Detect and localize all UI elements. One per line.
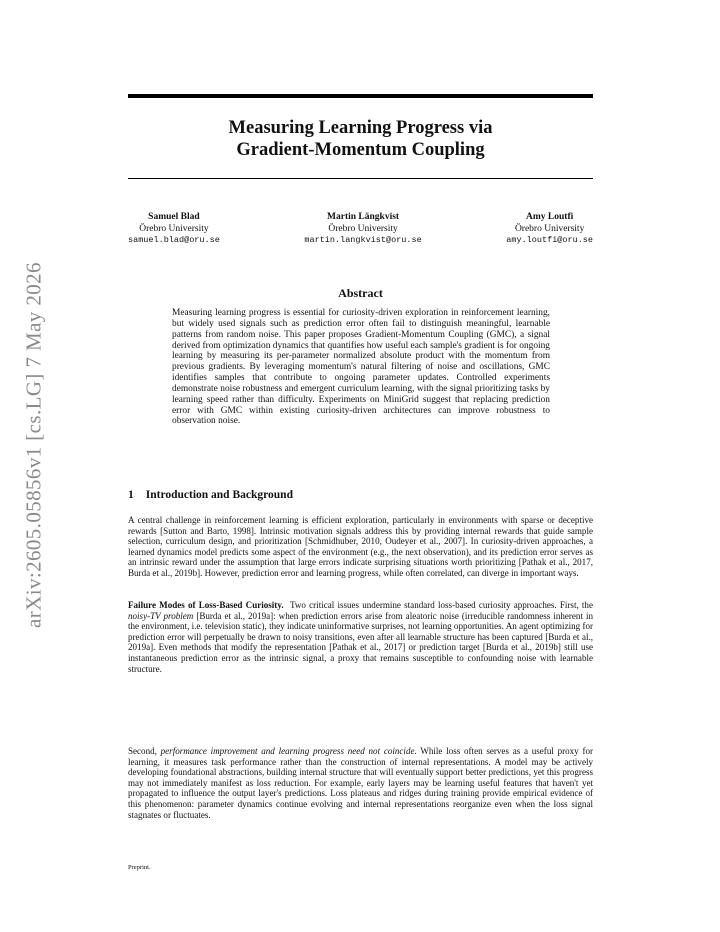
emphasis-text: noisy-TV problem xyxy=(128,610,194,621)
author-name: Samuel Blad xyxy=(148,212,200,222)
preprint-footer: Preprint. xyxy=(128,864,151,871)
intro-paragraph-3 xyxy=(128,746,593,820)
author-list xyxy=(128,212,593,247)
paragraph-heading: Failure Modes of Loss-Based Curiosity. xyxy=(128,600,284,610)
title-rule-top xyxy=(128,94,593,98)
abstract-text: Measuring learning progress is essential for curiosity-driven exploration in reinforcement learning, but widely used signals such as prediction error often fail to distinguish meaningful, learnable patterns from random noise. This paper proposes Gradient-Momentum Coupling (GMC), a signal derived from optimization dynamics that quantifies how useful each sample's gradient is for ongoing learning by measuring its per-parameter normalized absolute product with the momentum from previous gradients. By leveraging momentum's natural filtering of noise and oscillations, GMC identifies samples that contribute to ongoing parameter updates. Controlled experiments demonstrate noise robustness and emergent curriculum learning, with the signal prioritizing tasks by learning speed rather than difficulty. Experiments on MiniGrid suggest that replacing prediction error with GMC within existing curiosity-driven architectures can improve robustness to observation noise. xyxy=(172,308,550,427)
author-affiliation: Örebro University xyxy=(139,223,209,234)
emphasis-text: performance improvement and learning progress need not coincide xyxy=(160,746,415,756)
paragraph-text: [Burda et al., 2019a]: when prediction errors arise from aleatoric noise (irreducible randomness inherent in the environment, i.e. television static), they indicate uninformative surprises, not learning opportunities. An agent optimizing for prediction error will perpetually be drawn to noisy transitions, even after all learnable structure has been captured [Burda et al., 2019a]. Even methods that modify the representation [Pathak et al., 2017] or prediction target [Burda et al., 2019b] still use instantaneous prediction error as the intrinsic signal, a proxy that remains susceptible to confounding noise with learnable structure. xyxy=(128,610,593,674)
author-block xyxy=(506,212,593,247)
author-block xyxy=(128,212,220,247)
author-block xyxy=(304,212,421,247)
author-email: amy.loutfi@oru.se xyxy=(506,235,593,245)
author-affiliation: Örebro University xyxy=(514,223,585,234)
arxiv-identifier: arXiv:2605.05856v1 [cs.LG] 7 May 2026 xyxy=(21,262,46,628)
paper-title xyxy=(128,117,593,161)
paragraph-text: Two critical issues undermine standard loss-based curiosity approaches. First, the xyxy=(290,600,593,610)
paper-title-line-2: Gradient-Momentum Coupling xyxy=(236,140,485,160)
abstract-heading: Abstract xyxy=(338,286,383,300)
author-name: Amy Loutfi xyxy=(526,212,574,222)
author-affiliation: Örebro University xyxy=(328,223,398,234)
paragraph-text: . While loss often serves as a useful proxy for learning, it measures task performance rather than the construction of internal representations. A model may be actively developing foundational abstractions, building internal structure that will eventually support better predictions, yet this progress may not immediately manifest as loss reduction. For example, early layers may be learning useful features that haven't yet propagated to influence the output layer's predictions. Loss plateaus and ridges during training provide empirical evidence of this phenomenon: parameter dynamics continue evolving and internal representations reorganize even when the loss signal stagnates or fluctuates. xyxy=(128,746,594,820)
author-email: martin.langkvist@oru.se xyxy=(304,235,422,245)
section-title: Introduction and Background xyxy=(145,489,293,501)
author-name: Martin Längkvist xyxy=(327,212,400,222)
intro-paragraph-2 xyxy=(128,600,593,674)
intro-paragraph-1: A central challenge in reinforcement learning is efficient exploration, particularly in environments with sparse or deceptive rewards [Sutton and Barto, 1998]. Intrinsic motivation signals address this by providing internal rewards that guide sample selection, curriculum design, and prioritization [Schmidhuber, 2010, Oudeyer et al., 2007]. In curiosity-driven approaches, a learned dynamics model predicts some aspect of the environment (e.g., the next observation), and its prediction error serves as an intrinsic reward under the assumption that large errors indicate surprising situations worth prioritizing [Pathak et al., 2017, Burda et al., 2019b]. However, prediction error and learning progress, while often correlated, can diverge in important ways. xyxy=(128,515,593,578)
title-rule-bottom xyxy=(128,178,593,179)
author-email: samuel.blad@oru.se xyxy=(128,235,220,245)
section-number: 1 xyxy=(128,489,134,501)
section-heading xyxy=(128,489,293,501)
paper-title-line-1: Measuring Learning Progress via xyxy=(228,118,493,138)
arxiv-sidebar xyxy=(6,262,62,628)
paragraph-text: Second, xyxy=(128,746,161,756)
